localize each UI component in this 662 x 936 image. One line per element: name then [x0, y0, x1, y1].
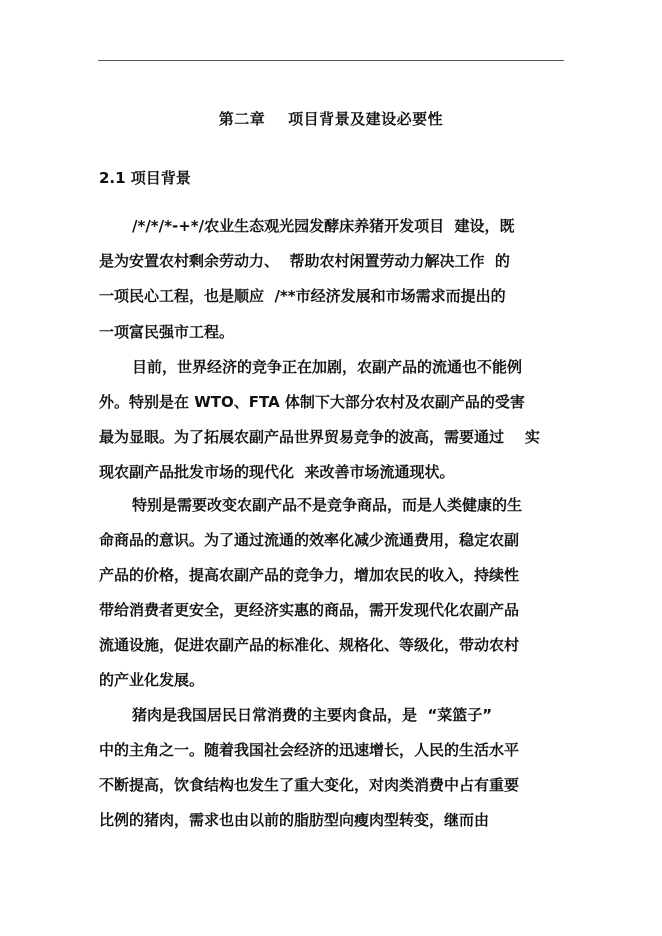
body-line: 比例的猪肉，需求也由以前的脂肪型向瘦肉型转变，继而由 [99, 811, 490, 829]
body-line: 猪肉是我国居民日常消费的主要肉食品，是 “菜篮子” [132, 706, 493, 724]
body-line: 中的主角之一。随着我国社会经济的迅速增长，人民的生活水平 [99, 741, 520, 759]
body-line: /*/*/*-+*/农业生态观光园发酵床养猪开发项目 建设，既 [132, 217, 515, 235]
body-line: 带给消费者更安全，更经济实惠的商品，需开发现代化农副产品 [99, 601, 520, 619]
body-line: 特别是需要改变农副产品不是竞争商品，而是人类健康的生 [132, 496, 523, 514]
body-line: 一项民心工程，也是顺应 /**市经济发展和市场需求而提出的 [99, 287, 506, 305]
body-line: 现农副产品批发市场的现代化 来改善市场流通现状。 [99, 463, 455, 481]
section-heading: 2.1 项目背景 [99, 169, 191, 187]
body-line: 不断提高，饮食结构也发生了重大变化，对肉类消费中占有重要 [99, 776, 520, 794]
body-line: 流通设施，促进农副产品的标准化、规格化、等级化，带动农村 [99, 636, 520, 654]
body-line: 的产业化发展。 [99, 671, 205, 689]
body-line: 命商品的意识。为了通过流通的效率化减少流通费用，稳定农副 [99, 531, 520, 549]
body-line: 外。特别是在 WTO、FTA 体制下大部分农村及农副产品的受害 [99, 393, 525, 411]
body-line: 目前，世界经济的竞争正在加剧，农副产品的流通也不能例 [132, 358, 523, 376]
body-line: 是为安置农村剩余劳动力、 帮助农村闲置劳动力解决工作 的 [99, 252, 510, 270]
header-rule [98, 60, 564, 61]
chapter-title: 第二章 项目背景及建设必要性 [218, 110, 444, 128]
body-line: 一项富民强市工程。 [99, 323, 235, 341]
body-line: 最为显眼。为了拓展农副产品世界贸易竞争的波高，需要通过 实 [99, 428, 540, 446]
body-line: 产品的价格，提高农副产品的竞争力，增加农民的收入，持续性 [99, 566, 520, 584]
